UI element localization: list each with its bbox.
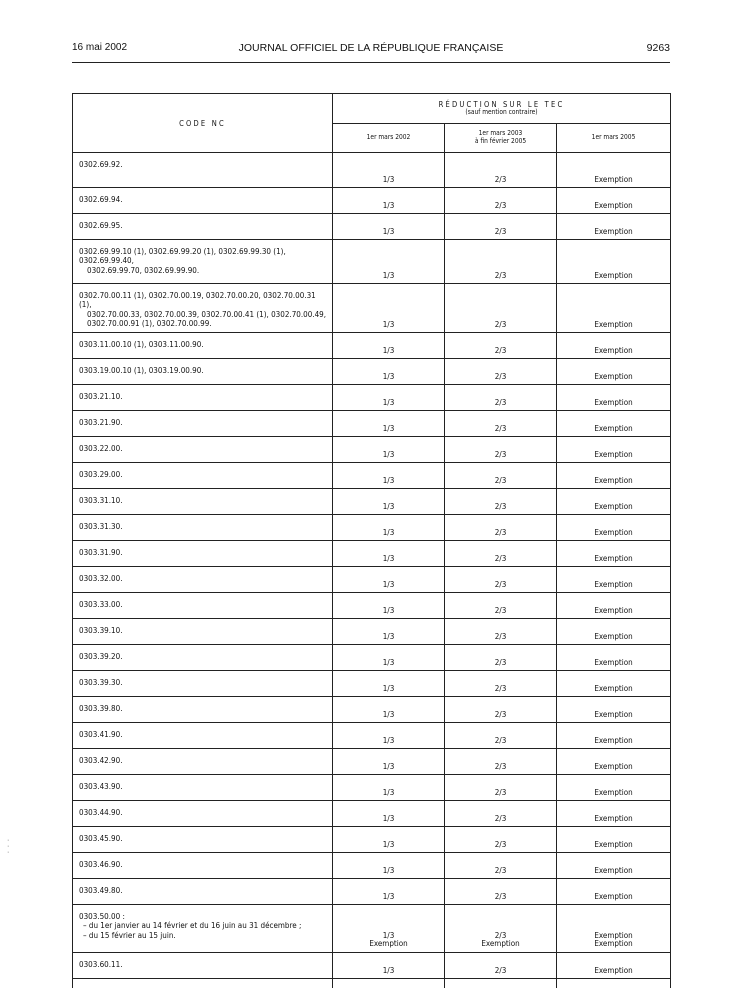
code-cell: 0302.69.92. [73,153,333,188]
value-2002: 1/3 [333,514,445,540]
value-2005: Exemption [557,332,671,358]
table-row [73,722,671,748]
code-cell [73,904,333,952]
value-2003: 2/3 [445,618,557,644]
reduction-header [333,94,671,124]
reduction-title: RÉDUCTION SUR LE TEC [438,100,565,110]
value-2003: 2/3 [445,436,557,462]
table-row [73,462,671,488]
code-cell: 0303.45.90. [73,826,333,852]
value-2003: 2/3 [445,952,557,978]
code-cell: 0303.31.90. [73,540,333,566]
code-cell: 0302.69.95. [73,214,333,240]
page-number: 9263 [646,42,670,54]
value-2002: 1/3 [333,670,445,696]
header-rule [72,62,670,63]
code-cell: 0303.46.90. [73,852,333,878]
value-2003: 2/3 [445,748,557,774]
value-2002: 1/3 [333,188,445,214]
table-row [73,384,671,410]
table-row [73,774,671,800]
tariff-table [72,93,671,988]
value-2005: Exemption [557,644,671,670]
code-line: 0302.70.00.11 (1), 0302.70.00.19, 0302.70.00.20, 0302.70.00.31 (1), [79,291,316,310]
code-line: 0302.70.00.33, 0302.70.00.39, 0302.70.00.41 (1), 0302.70.00.49, [87,309,327,319]
value-2003: 2/3 [445,774,557,800]
value-2002: 1/3 [333,566,445,592]
value-2005: Exemption [557,384,671,410]
value-2003: 2/3 [445,644,557,670]
value-2005: Exemption [557,214,671,240]
value-2003: 2/3 [445,826,557,852]
value-2003: 2/3 [445,696,557,722]
value-2005: Exemption [557,878,671,904]
value-line: 1/3 [382,930,395,940]
code-cell: 0303.39.20. [73,644,333,670]
value-2002: 1/3 [333,540,445,566]
value-2002: 1/3 [333,800,445,826]
table-row [73,826,671,852]
table-row [73,240,671,284]
code-line: – du 1er janvier au 14 février et du 16 juin au 31 décembre ; [83,921,302,931]
value-line: Exemption [481,939,520,949]
issue-date: 16 mai 2002 [72,42,128,53]
code-cell: 0303.41.90. [73,722,333,748]
value-2005: Exemption [557,722,671,748]
table-row [73,670,671,696]
value-2005: Exemption [557,240,671,284]
value-2002: 1/3 [333,722,445,748]
value-2005: Exemption [557,618,671,644]
value-2002: 1/3 [333,644,445,670]
code-cell: 0303.43.90. [73,774,333,800]
code-cell: 0303.32.00. [73,566,333,592]
table-row [73,696,671,722]
value-2002 [333,904,445,952]
value-2003: 2/3 [445,410,557,436]
scan-margin-mark: · · · [7,837,10,856]
table-row [73,153,671,188]
value-2003: 2/3 [445,800,557,826]
table-row [73,358,671,384]
value-2003: 2/3 [445,284,557,333]
value-2003: 2/3 [445,540,557,566]
value-2005: Exemption [557,436,671,462]
code-cell [73,240,333,284]
table-row [73,284,671,333]
value-2002: 1/3 [333,852,445,878]
table-row [73,852,671,878]
value-2002: 1/3 [333,436,445,462]
code-cell: 0303.39.30. [73,670,333,696]
table-row [73,800,671,826]
table-row [73,878,671,904]
value-2003: 2/3 [445,214,557,240]
code-cell: 0303.21.10. [73,384,333,410]
code-line: 0302.69.99.10 (1), 0302.69.99.20 (1), 0302.69.99.30 (1), 0302.69.99.40, [79,247,286,266]
value-2003: 2/3 [445,240,557,284]
value-2002: 1/3 [333,774,445,800]
reduction-subtitle: (sauf mention contraire) [465,107,538,116]
table-row [73,566,671,592]
table-row [73,188,671,214]
value-2002: 1/3 [333,410,445,436]
code-cell: 0303.31.10. [73,488,333,514]
value-2002: 1/3 [333,592,445,618]
value-2005: Exemption [557,800,671,826]
table-row [73,540,671,566]
table-row [73,592,671,618]
table-row [73,952,671,978]
table-row [73,436,671,462]
value-2005: Exemption [557,488,671,514]
value-2003: 2/3 [445,670,557,696]
value-2003: 2/3 [445,878,557,904]
table-row [73,410,671,436]
table-continuation [73,978,671,988]
value-2002: 1/3 [333,696,445,722]
value-2005: Exemption [557,514,671,540]
code-line: – du 15 février au 15 juin. [83,930,176,940]
value-2005: Exemption [557,670,671,696]
value-2003: 2/3 [445,332,557,358]
value-2002: 1/3 [333,462,445,488]
table-row [73,214,671,240]
value-2005: Exemption [557,748,671,774]
value-2005: Exemption [557,852,671,878]
table-row [73,748,671,774]
value-2005 [557,904,671,952]
col-header-2003 [445,124,557,153]
value-2002: 1/3 [333,284,445,333]
value-line: Exemption [594,930,633,940]
code-cell: 0303.11.00.10 (1), 0303.11.00.90. [73,332,333,358]
col-header-2005: 1er mars 2005 [557,124,671,153]
table-row [73,904,671,952]
code-cell: 0302.69.94. [73,188,333,214]
table-row [73,644,671,670]
value-2005: Exemption [557,462,671,488]
col-header-2002: 1er mars 2002 [333,124,445,153]
value-2003: 2/3 [445,514,557,540]
journal-title: JOURNAL OFFICIEL DE LA RÉPUBLIQUE FRANÇAISE [238,42,504,54]
code-cell: 0303.29.00. [73,462,333,488]
value-2003: 2/3 [445,852,557,878]
value-2003: 2/3 [445,384,557,410]
value-2005: Exemption [557,188,671,214]
value-2005: Exemption [557,540,671,566]
value-2005: Exemption [557,826,671,852]
value-2002: 1/3 [333,488,445,514]
value-2002: 1/3 [333,952,445,978]
value-2005: Exemption [557,566,671,592]
value-2002: 1/3 [333,384,445,410]
value-2005: Exemption [557,410,671,436]
value-2003: 2/3 [445,188,557,214]
table-row [73,488,671,514]
code-cell: 0303.39.10. [73,618,333,644]
code-cell: 0303.60.11. [73,952,333,978]
code-line: 0303.50.00 : [79,911,125,921]
table-row [73,332,671,358]
value-2003: 2/3 [445,566,557,592]
page-header [72,42,670,62]
code-cell: 0303.19.00.10 (1), 0303.19.00.90. [73,358,333,384]
code-line: 0302.70.00.91 (1), 0302.70.00.99. [87,319,212,329]
code-cell: 0303.49.80. [73,878,333,904]
value-2002: 1/3 [333,214,445,240]
code-cell: 0303.22.00. [73,436,333,462]
value-2005: Exemption [557,153,671,188]
value-2002: 1/3 [333,332,445,358]
table-row [73,618,671,644]
value-2003: 2/3 [445,358,557,384]
value-2005: Exemption [557,358,671,384]
value-2003: 2/3 [445,462,557,488]
code-cell: 0303.21.90. [73,410,333,436]
col-header-2003-line1: 1er mars 2003 [478,129,523,138]
code-cell: 0303.31.30. [73,514,333,540]
value-2005: Exemption [557,696,671,722]
value-2002: 1/3 [333,826,445,852]
value-2002: 1/3 [333,358,445,384]
value-2002: 1/3 [333,878,445,904]
col-header-2003-line2: à fin février 2005 [474,137,527,145]
value-2002: 1/3 [333,240,445,284]
value-2005: Exemption [557,774,671,800]
value-2002: 1/3 [333,748,445,774]
code-cell: 0303.42.90. [73,748,333,774]
value-2003: 2/3 [445,153,557,188]
code-cell [73,284,333,333]
value-line: 2/3 [494,930,507,940]
value-2003: 2/3 [445,592,557,618]
value-line: Exemption [369,939,408,949]
code-cell: 0303.33.00. [73,592,333,618]
value-2003 [445,904,557,952]
value-2005: Exemption [557,952,671,978]
value-2003: 2/3 [445,488,557,514]
code-line: 0302.69.99.70, 0302.69.99.90. [87,265,200,275]
value-2002: 1/3 [333,153,445,188]
value-2005: Exemption [557,592,671,618]
code-nc-header: CODE NC [73,94,333,153]
value-2005: Exemption [557,284,671,333]
value-2002: 1/3 [333,618,445,644]
value-line: Exemption [594,939,633,949]
table-row [73,514,671,540]
code-cell: 0303.44.90. [73,800,333,826]
value-2003: 2/3 [445,722,557,748]
code-cell: 0303.39.80. [73,696,333,722]
